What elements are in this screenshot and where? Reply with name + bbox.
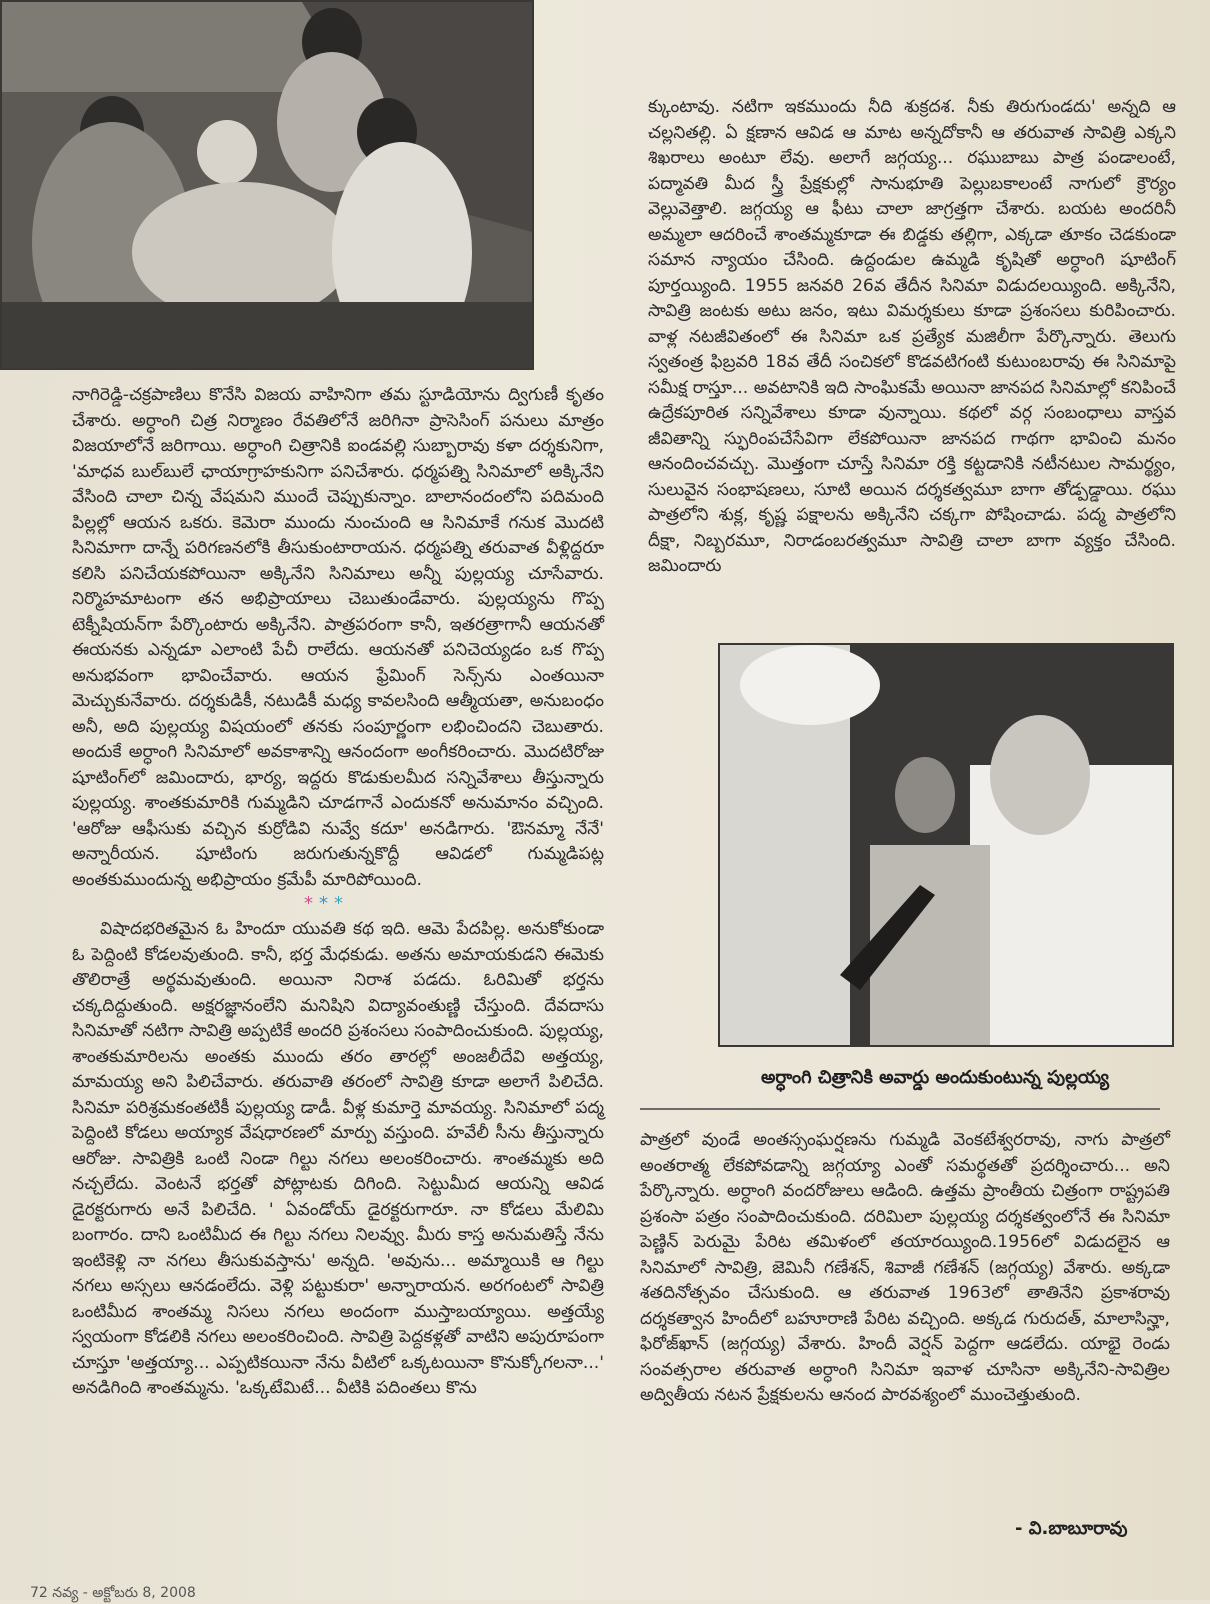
left-paragraph-2: విషాదభరితమైన ఓ హిందూ యువతి కథ ఇది. ఆమె పేదపిల్ల. అనుకోకుండా ఓ పెద్దింటి కోడలవుతుంది. కానీ, భర్త మేధకుడు. అతను అమాయకుడని ఈమెకు తొలిరాత్రే అర్థమవుతుంది. అయినా నిరాశ పడదు. ఓరిమితో భర్తను చక్కదిద్దుతుంది. అక్షరజ్ఞానంలేని మనిషిని విద్యావంతుణ్ణి చేస్తుంది. దేవదాసు సినిమాతో నటిగా సావిత్రి అప్పటికే అందరి ప్రశంసలు సంపాదించుకుంది. పుల్లయ్య, శాంతకుమారిలను అంతకు ముందు తరం తారల్లో అంజలీదేవి అత్తయ్య, మామయ్య అని పిలిచేవారు. తరువాతి తరంలో సావిత్రి కూడా అలాగే పిలిచేది. సినిమా పరిశ్రమకంతటికీ పుల్లయ్య డాడీ. వీళ్ల కుమార్తె మావయ్య. సినిమాలో పద్మ పెద్దింటి కోడలు అయ్యాక వేషధారణలో మార్పు వస్తుంది. హవేలీ సీను తీస్తున్నారు ఆరోజు. సావిత్రికి ఒంటి నిండా గిల్టు నగలు అలంకరించారు. శాంతమ్మకు అది నచ్చలేదు. వెంటనే భర్తతో పోట్లాటకు దిగింది. సెట్టుమీద ఆయన్ని ఆవిడ డైరక్టరుగారు అనే పిలిచేది. ' ఏవండోయ్ డైరక్టరుగారూ. నా కోడలు మేలిమి బంగారం. దాని ఒంటిమీద ఈ గిల్టు నగలు నిలవ్వు. మీరు కాస్త అనుమతిస్తే నేను ఇంటికెళ్లి నా నగలు తీసుకువస్తాను' అన్నది. 'అవును... అమ్మాయికి ఆ గిల్టు నగలు అస్సలు ఆనడంలేదు. వెళ్లి పట్టుకురా' అన్నారాయన. అరగంటలో సావిత్రి ఒంటిమీద శాంతమ్మ నిసలు నగలు అందంగా ముస్తాబయ్యాయి. అత్తయ్యే స్వయంగా కోడలికి నగలు అలంకరించింది. సావిత్రి పెద్దకళ్లతో వాటిని అపురూపంగా చూస్తూ 'అత్తయ్యా... ఎప్పటికయినా నేను వీటిలో ఒక్కటయినా కొనుక్కోగలనా...' అనడిగింది శాంతమ్మను. 'ఒక్కటేమిటే... వీటికి పదింతలు కొను [72, 919, 604, 1398]
award-ceremony-photo [718, 643, 1174, 1047]
left-paragraph-1: నాగిరెడ్డి-చక్రపాణిలు కొనేసి విజయ వాహినిగా తమ స్టూడియోను ద్విగుణీ కృతం చేశారు. అర్ధాంగి చిత్ర నిర్మాణం రేవతిలోనే జరిగినా ప్రాసెసింగ్ పనులు మాత్రం విజయాలోనే జరిగాయి. అర్ధాంగి చిత్రానికి ఐండవల్లి సుబ్బారావు కళా దర్శకునిగా, 'మాధవ బుల్‌బులే ఛాయాగ్రాహకునిగా పనిచేశారు. ధర్మపత్ని సినిమాలో అక్కినేని వేసింది చాలా చిన్న వేషమని ముందే చెప్పుకున్నాం. బాలానందంలోని పదిమంది పిల్లల్లో ఆయన ఒకరు. కెమెరా ముందు నుంచుంది ఆ సినిమాకే గనుక మొదటి సినిమాగా దాన్నే పరిగణనలోకి తీసుకుంటారాయన. ధర్మపత్ని తరువాత వీళ్లిద్దరూ కలిసి పనిచేయకపోయినా అక్కినేని సినిమాలు అన్నీ పుల్లయ్య చూసేవారు. నిర్మొహమాటంగా తన అభిప్రాయాలు చెబుతుండేవారు. పుల్లయ్యను గొప్ప టెక్నీషియన్‌గా పేర్కొంటారు అక్కినేని. పాత్రపరంగా కానీ, ఇతరత్రాగానీ ఆయనతో ఈయనకు ఎన్నడూ ఎలాంటి పేచీ రాలేదు. ఆయనతో పనిచెయ్యడం ఒక గొప్ప అనుభవంగా భావించేవారు. ఆయన ఫ్రేమింగ్ సెన్స్‌ను ఎంతయినా మెచ్చుకునేవారు. దర్శకుడికీ, నటుడికీ మధ్య కావలసింది ఆత్మీయతా, అనుబంధం అనీ, అది పుల్లయ్య విషయంలో తనకు సంపూర్ణంగా లభించిందని చెబుతారు. అందుకే అర్ధాంగి సినిమాలో అవకాశాన్ని ఆనందంగా అంగీకరించారు. మొదటిరోజు షూటింగ్‌లో జమిందారు, భార్య, ఇద్దరు కొడుకులమీద సన్నివేశాలు తీస్తున్నారు పుల్లయ్య. శాంతకుమారికి గుమ్మడిని చూడగానే ఎందుకనో అనుమానం వచ్చింది. 'ఆరోజు ఆఫీసుకు వచ్చిన కుర్రోడివి నువ్వే కదూ' అనడిగారు. 'ఔనమ్మా నేనే' అన్నారీయన. షూటింగు జరుగుతున్నకొద్దీ ఆవిడలో గుమ్మడిపట్ల అంతకుముందున్న అభిప్రాయం క్రమేపీ మారిపోయింది. [72, 385, 604, 890]
award-photo-illustration [720, 645, 1172, 1045]
author-byline: - వి.బాబూరావు [1015, 1518, 1128, 1539]
section-divider-stars: *** [304, 893, 349, 914]
left-text-column [72, 383, 604, 1402]
page-footer: 72 నవ్య - అక్టోబరు 8, 2008 [30, 1585, 196, 1601]
caption-divider [640, 1108, 1160, 1110]
right-text-column-top [648, 95, 1176, 580]
film-still-illustration [2, 2, 532, 368]
film-still-photo [0, 0, 534, 370]
right-paragraph-2: పాత్రలో వుండే అంతస్సంఘర్షణను గుమ్మడి వెంకటేశ్వరరావు, నాగు పాత్రలో అంతరాత్మ లేకపోవడాన్ని జగ్గయ్యా ఎంతో సమర్థతతో ప్రదర్శించారు... అని పేర్కొన్నారు. అర్ధాంగి వందరోజులు ఆడింది. ఉత్తమ ప్రాంతీయ చిత్రంగా రాష్ట్రపతి ప్రశంసా పత్రం సంపాదించుకుంది. దరిమిలా పుల్లయ్య దర్శకత్వంలోనే ఈ సినిమా పెణ్ణిన్ పెరుమై పేరిట తమిళంలో తయారయ్యింది.1956లో విడుదలైన ఆ సినిమాలో సావిత్రి, జెమినీ గణేశన్, శివాజీ గణేశన్ (జగ్గయ్య) వేశారు. అక్కడా శతదినోత్సవం చేసుకుంది. ఆ తరువాత 1963లో తాతినేని ప్రకాశరావు దర్శకత్వాన హిందీలో బహూరాణి పేరిట వచ్చింది. అక్కడ గురుదత్, మాలాసిన్హా, ఫిరోజ్‌ఖాన్ (జగ్గయ్య) వేశారు. హిందీ వెర్షన్ పెద్దగా ఆడలేదు. యాభై రెండు సంవత్సరాల తరువాత అర్ధాంగి సినిమా ఇవాళ చూసినా అక్కినేని-సావిత్రిల అద్వితీయ నటన ప్రేక్షకులను ఆనంద పారవశ్యంలో ముంచెత్తుతుంది. [640, 1130, 1170, 1405]
right-paragraph-1: క్కుంటావు. నటిగా ఇకముందు నీది శుక్రదశ. నీకు తిరుగుండదు' అన్నది ఆ చల్లనితల్లి. ఏ క్షణాన ఆవిడ ఆ మాట అన్నదోకానీ ఆ తరువాత సావిత్రి ఎక్కని శిఖరాలు అంటూ లేవు. అలాగే జగ్గయ్య... రఘుబాబు పాత్ర పండాలంటే, పద్మావతి మీద స్త్రీ ప్రేక్షకుల్లో సానుభూతి పెల్లుబకాలంటే నాగులో క్రౌర్యం వెల్లువెత్తాలి. జగ్గయ్య ఆ ఫీటు చాలా జాగ్రత్తగా చేశారు. బయట అందరినీ అమ్మలా ఆదరించే శాంతమ్మకూడా ఈ బిడ్డకు తల్లిగా, ఎక్కడా తూకం చెడకుండా సమాన న్యాయం చేసింది. ఉద్దండుల ఉమ్మడి కృషితో అర్ధాంగి షూటింగ్ పూర్తయ్యింది. 1955 జనవరి 26వ తేదీన సినిమా విడుదలయ్యింది. అక్కినేని, సావిత్రి జంటకు అటు జనం, ఇటు విమర్శకులు కూడా ప్రశంసలు కురిపించారు. వాళ్ల నటజీవితంలో ఈ సినిమా ఒక ప్రత్యేక మజిలీగా పేర్కొన్నారు. తెలుగు స్వతంత్ర ఫిబ్రవరి 18వ తేదీ సంచికలో కొడవటిగంటి కుటుంబరావు ఈ సినిమాపై సమీక్ష రాస్తూ... అవటానికి ఇది సాంఘికమే అయినా జానపద సినిమాల్లో కనిపించే ఉద్రేకపూరిత సన్నివేశాలు కూడా వున్నాయి. కథలో వర్గ సంబంధాలు వాస్తవ జీవితాన్ని స్ఫురింపచేసేవిగా లేకపోయినా జానపద గాథగా భావించి మనం ఆనందించవచ్చు. మొత్తంగా చూస్తే సినిమా రక్తి కట్టడానికి నటీనటుల సామర్థ్యం, సులువైన సంభాషణలు, సూటి అయిన దర్శకత్వమూ బాగా తోడ్పడ్డాయి. రఘు పాత్రలోని శుక్ల, కృష్ణ పక్షాలను అక్కినేని చక్కగా పోషించాడు. పద్మ పాత్రలోని దీక్షా, నిబ్బరమూ, నిరాడంబరత్వమూ సావిత్రి చాలా బాగా వ్యక్తం చేసింది. జమిందారు [648, 97, 1176, 576]
photo-caption: అర్ధాంగి చిత్రానికి అవార్డు అందుకుంటున్న పుల్లయ్య [760, 1067, 1110, 1088]
right-text-column-bottom [640, 1128, 1170, 1409]
